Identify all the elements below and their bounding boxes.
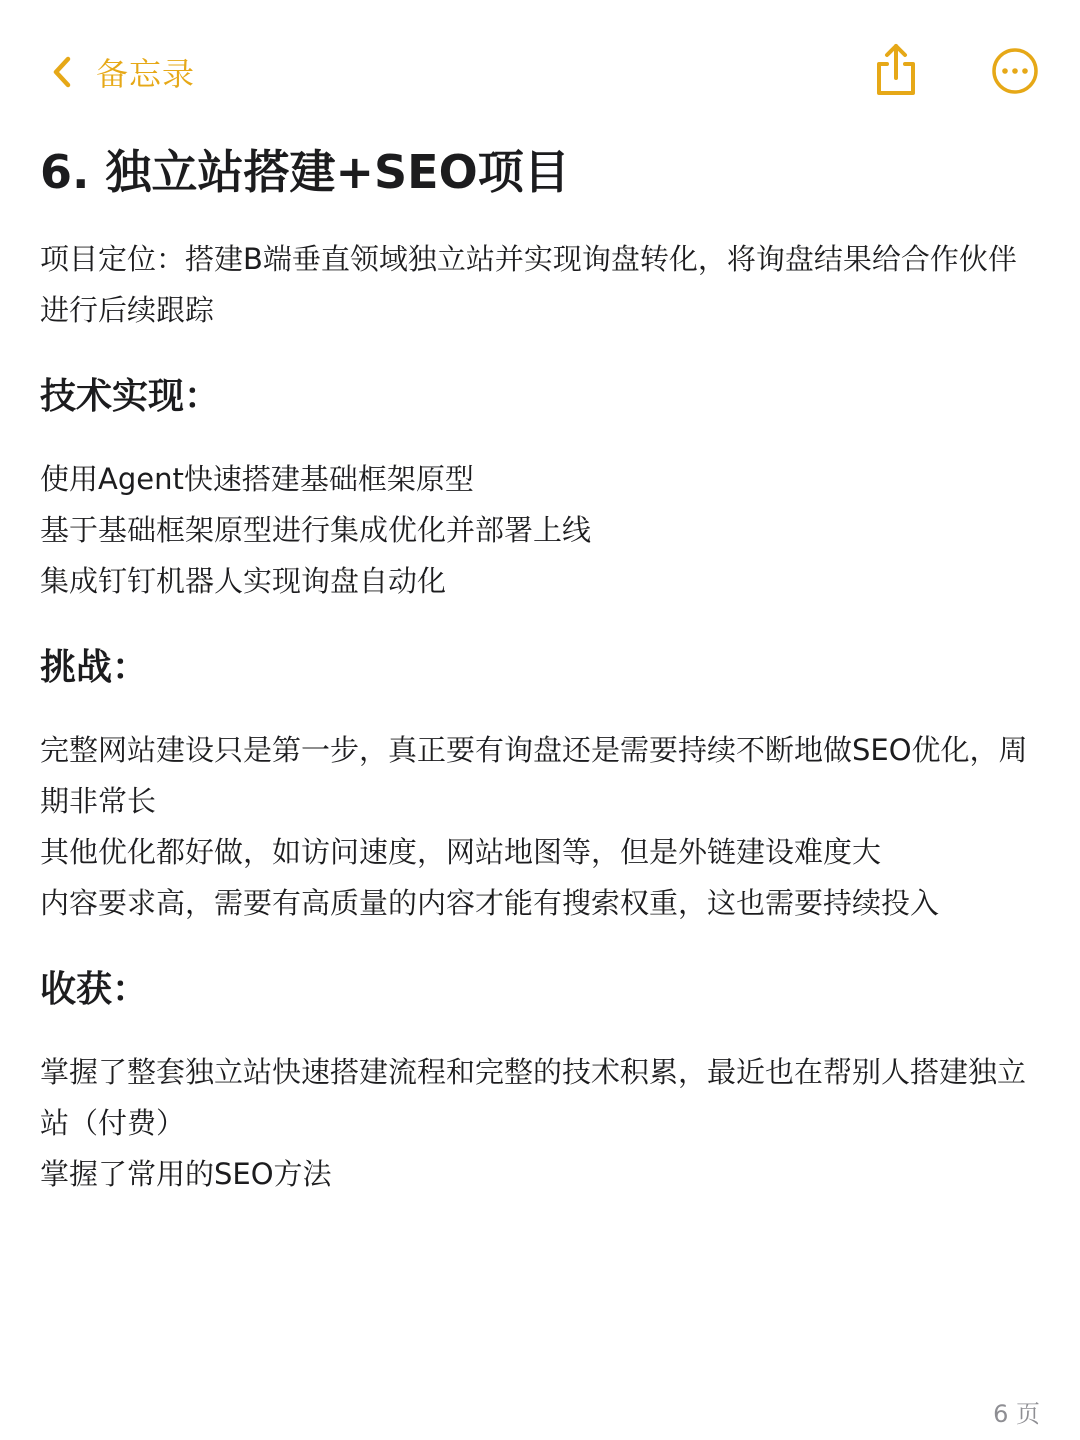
- note-title: 6. 独立站搭建+SEO项目: [40, 145, 570, 199]
- more-icon: [990, 81, 1040, 100]
- list-item: 基于基础框架原型进行集成优化并部署上线: [40, 513, 592, 547]
- section-lines-challenges: [40, 725, 1040, 929]
- page-indicator: 6 页: [993, 1400, 1040, 1428]
- section-heading-tech: 技术实现：: [40, 376, 221, 417]
- note-body[interactable]: [40, 136, 1040, 1200]
- section-tech: [40, 372, 1040, 607]
- section-heading-gains: 收获：: [40, 969, 149, 1010]
- list-item: 掌握了常用的SEO方法: [40, 1157, 332, 1191]
- back-button-label: 备忘录: [96, 55, 196, 93]
- section-gains: [40, 965, 1040, 1200]
- section-heading-challenges: 挑战：: [40, 647, 149, 688]
- more-button[interactable]: [990, 46, 1040, 96]
- list-item: 其他优化都好做，如访问速度，网站地图等，但是外链建设难度大: [40, 835, 882, 869]
- project-positioning: 项目定位：搭建B端垂直领域独立站并实现询盘转化，将询盘结果给合作伙伴进行后续跟踪: [40, 242, 1017, 327]
- back-button[interactable]: [48, 44, 195, 100]
- list-item: 掌握了整套独立站快速搭建流程和完整的技术积累，最近也在帮别人搭建独立站（付费）: [40, 1055, 1027, 1140]
- share-button[interactable]: [868, 40, 924, 100]
- list-item: 集成钉钉机器人实现询盘自动化: [40, 564, 447, 598]
- chevron-left-icon: [48, 52, 76, 92]
- navigation-bar: [0, 0, 1080, 140]
- share-icon: [868, 85, 924, 104]
- list-item: 使用Agent快速搭建基础框架原型: [40, 462, 474, 496]
- list-item: 完整网站建设只是第一步，真正要有询盘还是需要持续不断地做SEO优化，周期非常长: [40, 733, 1028, 818]
- section-lines-tech: [40, 454, 1040, 607]
- list-item: 内容要求高，需要有高质量的内容才能有搜索权重，这也需要持续投入: [40, 886, 940, 920]
- section-lines-gains: [40, 1047, 1040, 1200]
- section-challenges: [40, 643, 1040, 929]
